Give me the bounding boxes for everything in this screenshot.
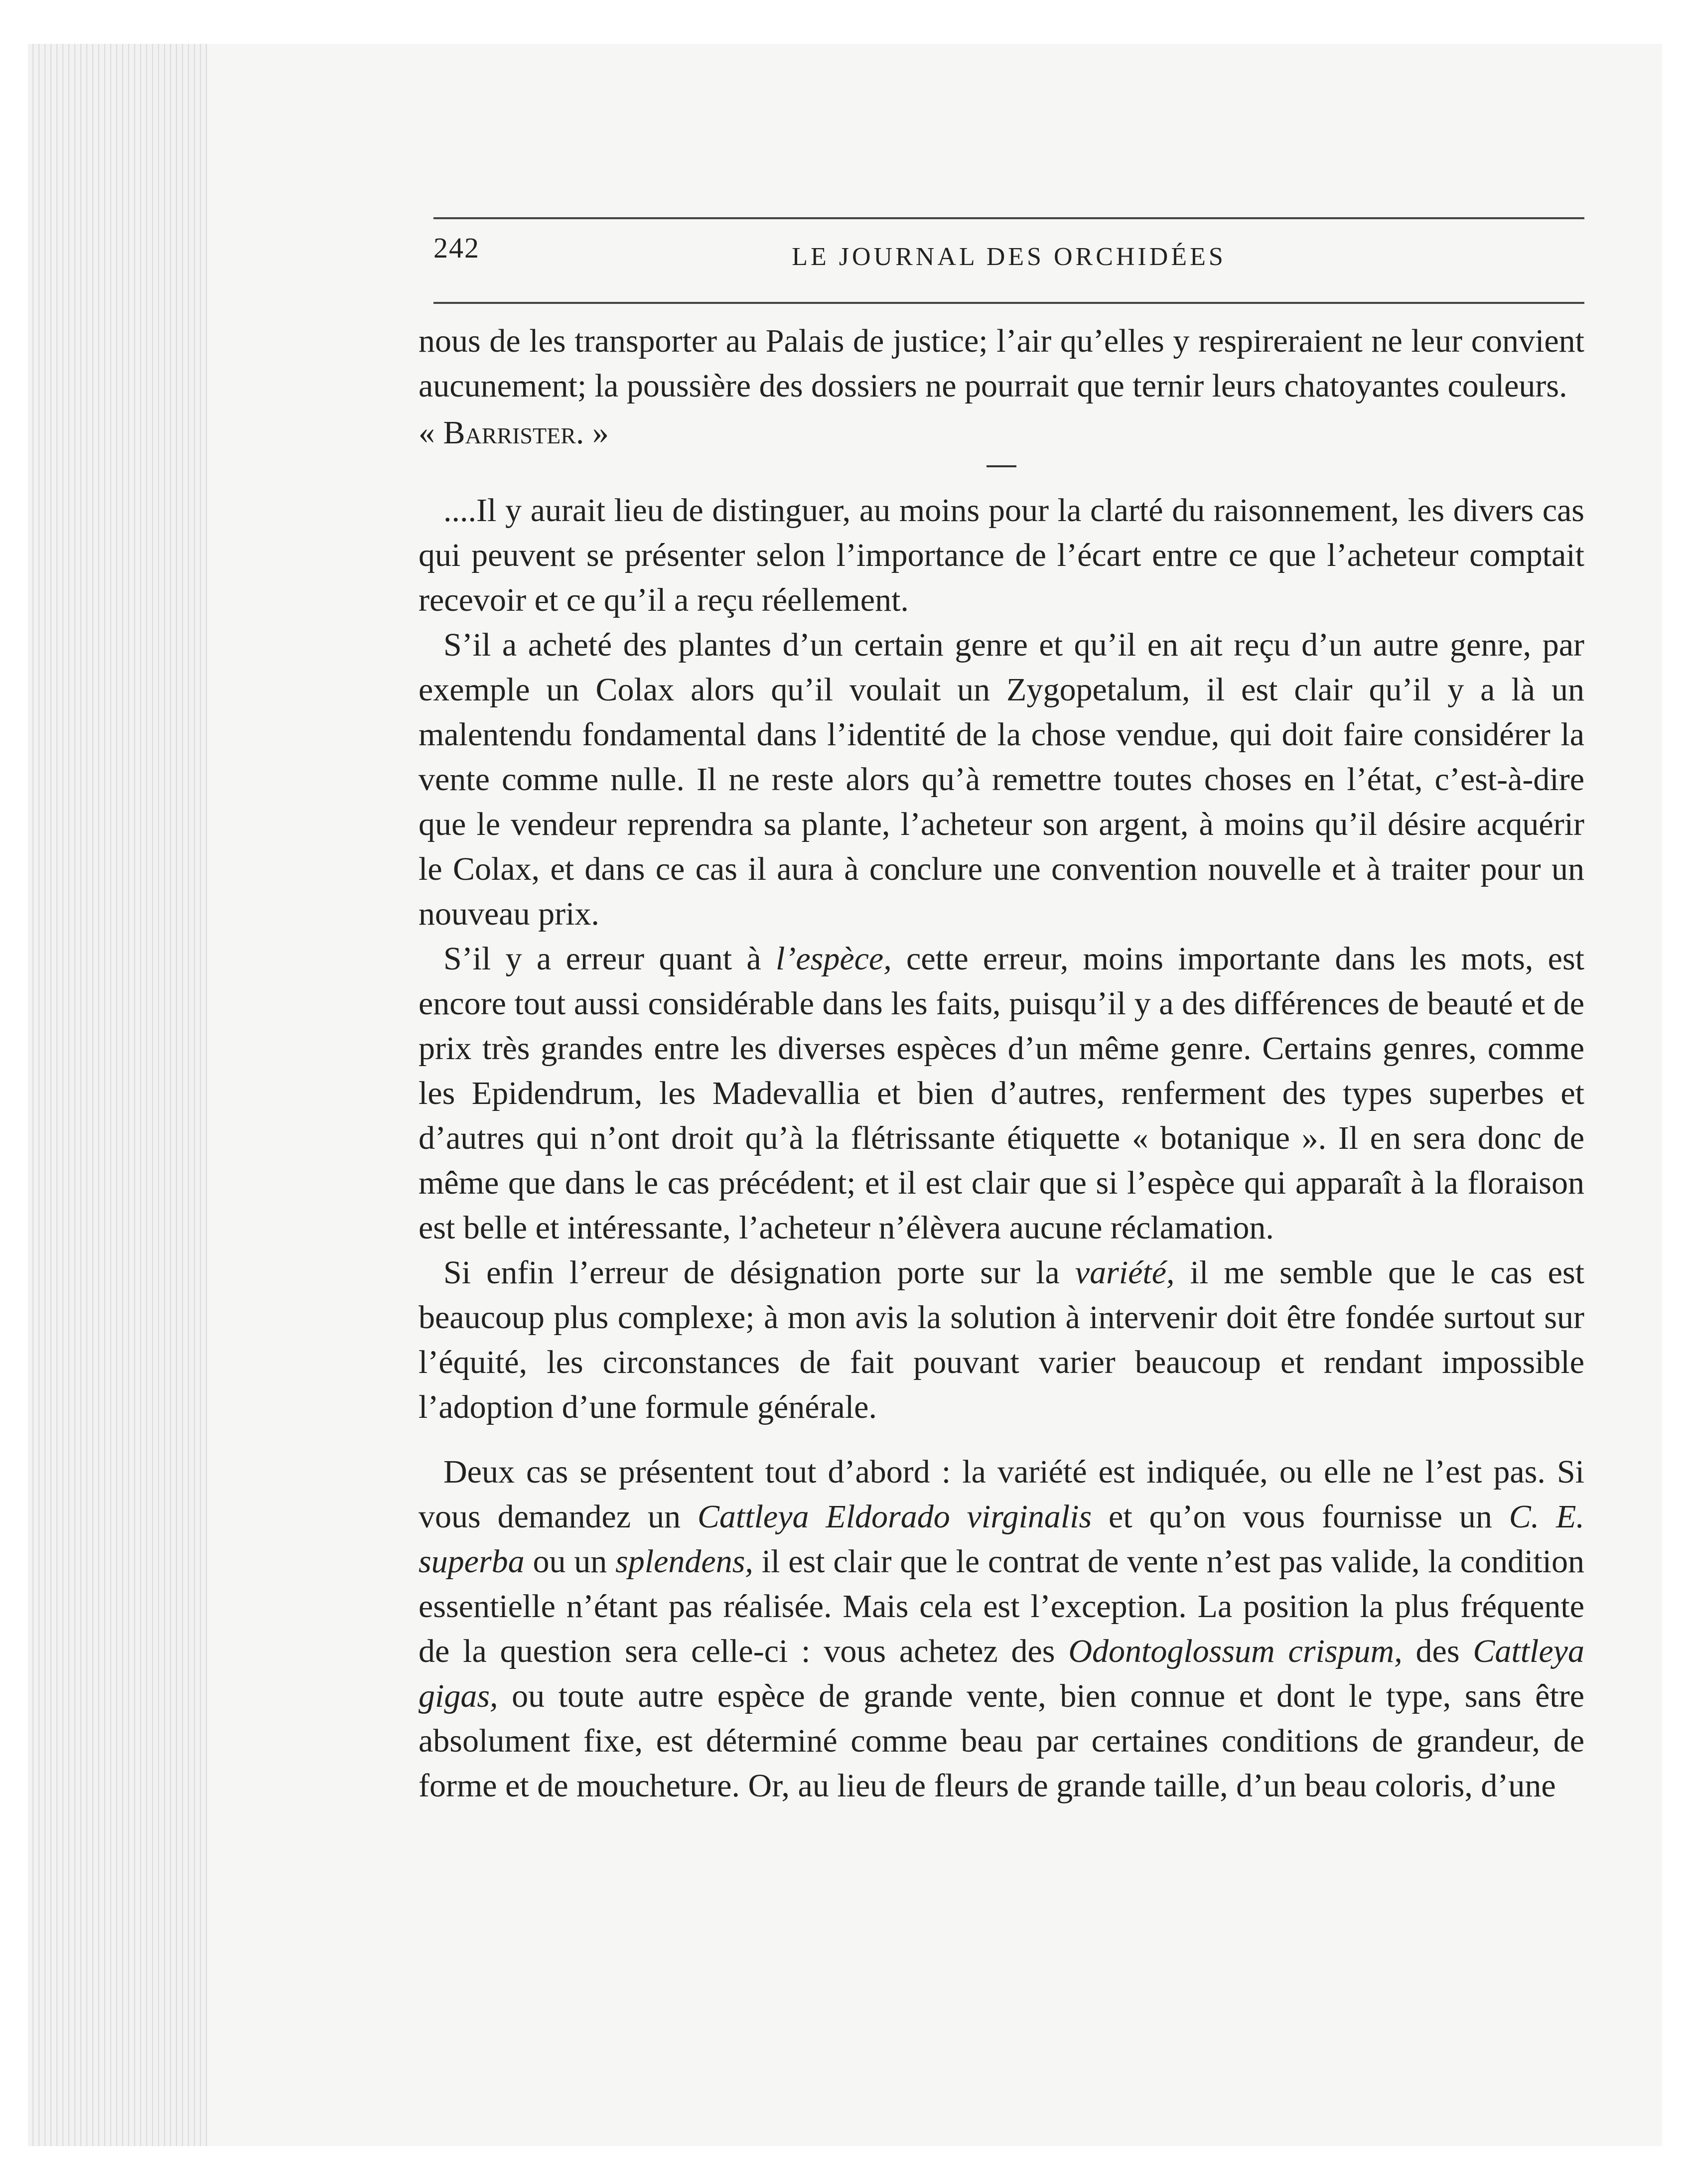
paragraph-6 (419, 1450, 1584, 1808)
paragraph-6-italic-4: Odontoglossum crispum, (1068, 1633, 1403, 1669)
paragraph-1: nous de les transporter au Palais de justice; l’air qu’elles y respireraient ne leur convient aucunement; la poussière des dossiers ne pourrait que ternir leurs chatoyantes couleurs. (419, 323, 1584, 404)
page-header (433, 217, 1584, 307)
paragraph-5-text-a: Si enfin l’erreur de désignation porte sur la (443, 1254, 1075, 1291)
page-number: 242 (433, 232, 480, 264)
header-rule-top (433, 217, 1584, 219)
paragraph-4-italic: l’espèce, (776, 941, 892, 977)
book-page-edge (28, 44, 209, 2146)
paragraph-6-text-a: Deux cas se présentent tout d’abord : la variété est indiquée, ou elle ne l’est pas. Si vous demandez un (419, 1454, 1584, 1535)
section-separator (986, 465, 1016, 467)
paragraph-5-italic: variété, (1075, 1254, 1175, 1291)
paragraph-gap (419, 1430, 1584, 1450)
paragraph-6-text-e: des (1402, 1633, 1473, 1669)
paragraph-4 (419, 937, 1584, 1250)
paragraph-4-text-b: cette erreur, moins importante dans les mots, est encore tout aussi considérable dans les faits, puisqu’il y a des différences de beauté et de prix très grandes entre les diverses espèces d’un même genre. Certains genres, comme les Epidendrum, les Madevallia et bien d’autres, renferment des types superbes et d’autres qui n’ont droit qu’à la flétrissante étiquette « botanique ». Il en sera donc de même que dans le cas précédent; et il est clair que si l’espèce qui apparaît à la floraison est belle et intéressante, l’acheteur n’élèvera aucune réclamation. (419, 941, 1584, 1246)
paragraph-4-text-a: S’il y a erreur quant à (443, 941, 776, 977)
paragraph-6-italic-3: splendens, (615, 1543, 753, 1580)
paragraph-6-text-f: ou toute autre espèce de grande vente, bien connue et dont le type, sans être absolument fixe, est déterminé comme beau par certaines conditions de grandeur, de forme et de moucheture. Or, au lieu de fleurs de grande taille, d’un beau coloris, d’une (419, 1678, 1584, 1804)
paragraph-3: S’il a acheté des plantes d’un certain genre et qu’il en ait reçu d’un autre genre, par exemple un Colax alors qu’il voulait un Zygopetalum, il est clair qu’il y a là un malentendu fondamental dans l’identité de la chose vendue, qui doit faire considérer la vente comme nulle. Il ne reste alors qu’à remettre toutes choses en l’état, c’est-à-dire que le vendeur reprendra sa plante, l’acheteur son argent, à moins qu’il désire acquérir le Colax, et dans ce cas il aura à conclure une convention nouvelle et à traiter pour un nouveau prix. (419, 627, 1584, 932)
article-body (419, 319, 1584, 1808)
paragraph-6-italic-5: Cattleya gigas, (419, 1633, 1584, 1714)
paragraph-6-text-d: il est clair que le contrat de vente n’est pas valide, la condition essentielle n’étant pas réalisée. Mais cela est l’exception. La position la plus fréquente de la question sera celle-ci : vous achetez des (419, 1543, 1585, 1669)
paragraph-5 (419, 1250, 1584, 1430)
paragraph-5-text-b: il me semble que le cas est beaucoup plus complexe; à mon avis la solution à intervenir doit être fondée surtout sur l’équité, les circonstances de fait pouvant varier beaucoup et rendant impossible l’adoption d’une formule générale. (419, 1254, 1584, 1425)
running-title: LE JOURNAL DES ORCHIDÉES (792, 243, 1226, 271)
header-rule-bottom (433, 302, 1584, 304)
paragraph-6-text-c: ou un (524, 1543, 616, 1580)
paragraph-6-text-b: et qu’on vous fournisse un (1092, 1499, 1509, 1535)
paragraph-6-italic-1: Cattleya Eldorado virginalis (697, 1499, 1092, 1535)
paragraph-6-italic-2: C. E. superba (419, 1499, 1584, 1580)
paragraph-2: ....Il y aurait lieu de distinguer, au moins pour la clarté du raisonnement, les divers cas qui peuvent se présenter selon l’importance de l’écart entre ce que l’acheteur comptait recevoir et ce qu’il a reçu réellement. (419, 492, 1584, 618)
signature: « Barrister. » (419, 414, 609, 451)
